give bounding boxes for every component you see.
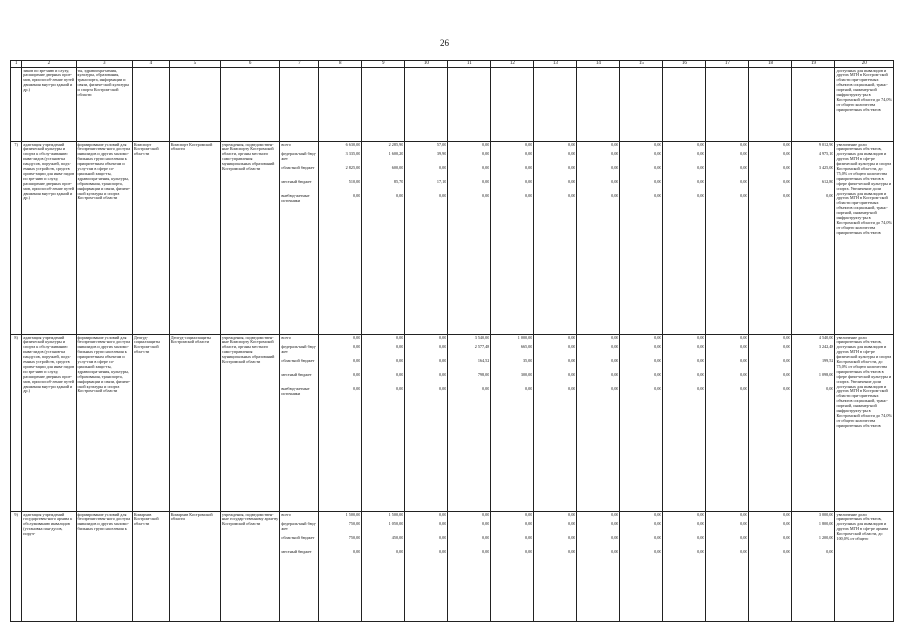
result-cell: увеличение доли приоритетных объ-ектов, доступных для инвалидов и других МГН в сфе-ре физической культуры и спорта Костромской обла-сти, до 75,0% от общего количества приоритетных объ-ектов в сфере физи-ческой культуры и спорта. Увеличение доли доступных для инвалидов и других МГН в Костром-ской области при-оритетных объектов социальной, транс-портной, инженер-ной инфраструкту-ры в Костромской области до 74,0% от общего количества приоритетных объ-ектов bbox=[835, 142, 894, 335]
funding-value: 3 335,00 bbox=[345, 152, 361, 156]
funding-value: 0,00 bbox=[525, 166, 533, 170]
funding-value-cell bbox=[792, 512, 835, 622]
funding-value: 0,00 bbox=[783, 373, 791, 377]
funding-value: 0,00 bbox=[439, 335, 447, 340]
funding-value: 1 800,00 bbox=[818, 522, 834, 526]
funding-value: 164,52 bbox=[477, 359, 490, 363]
funding-value: 17,10 bbox=[436, 180, 447, 184]
funding-value: 4 975,10 bbox=[818, 152, 834, 156]
table-row bbox=[11, 335, 894, 512]
funding-value: 0,00 bbox=[826, 387, 834, 391]
funding-value: 2 577,48 bbox=[474, 345, 490, 349]
funding-value: 0,00 bbox=[740, 335, 748, 340]
funding-value: 0,00 bbox=[611, 512, 619, 517]
funding-value-cell bbox=[706, 68, 749, 142]
goal-cell: формирование условий для беспрепятствен-ного доступа инвалидов и других маломо-бильных групп населения к bbox=[76, 512, 132, 622]
funding-value: 0,00 bbox=[783, 522, 791, 526]
funding-value: 0,00 bbox=[439, 512, 447, 517]
funding-value: 0,00 bbox=[783, 142, 791, 147]
funding-value-cell bbox=[577, 142, 620, 335]
funding-source: внебюд-жетные источники bbox=[281, 194, 310, 203]
funding-value: 0,00 bbox=[611, 180, 619, 184]
funding-value: 0,00 bbox=[654, 536, 662, 540]
funding-value: 0,00 bbox=[826, 194, 834, 198]
funding-value: 0,00 bbox=[783, 387, 791, 391]
funding-value: 600,00 bbox=[391, 166, 404, 170]
funding-value: 0,00 bbox=[439, 550, 447, 554]
program-table bbox=[10, 60, 894, 622]
executor-cell: Комархив Костромской области bbox=[169, 512, 220, 622]
funding-value: 0,00 bbox=[697, 536, 705, 540]
funding-value: 0,00 bbox=[439, 522, 447, 526]
funding-value: 0,00 bbox=[783, 345, 791, 349]
funding-source: всего bbox=[281, 335, 291, 340]
funding-value: 57,00 bbox=[436, 142, 447, 147]
funding-value: 0,00 bbox=[654, 550, 662, 554]
funding-value: 0,00 bbox=[740, 536, 748, 540]
funding-value: 300,00 bbox=[520, 373, 533, 377]
funding-value: 0,00 bbox=[525, 387, 533, 391]
funding-source-cell bbox=[280, 68, 319, 142]
funding-value-cell bbox=[620, 68, 663, 142]
row-number: 7) bbox=[11, 142, 22, 335]
activity-cell: адаптация учреждений физической культуры и спорта к обслу-живанию инва-лидов (установ-ка пандусов, поручней, подъ-емных устройств, средств ориен-тации для инва-лидов по зре-нию и слуху, расширение дверных прое-мов, приспособ-ление путей движения внут-ри зданий и др.) bbox=[22, 335, 76, 512]
responsible-cell: Депгуд-социалзащиты Костром-ской обла-сти bbox=[132, 335, 169, 512]
col-header: 17 bbox=[706, 61, 749, 68]
funding-source: местный бюджет bbox=[281, 373, 312, 377]
funding-source-cell bbox=[280, 512, 319, 622]
funding-value: 0,00 bbox=[740, 166, 748, 170]
funding-value: 0,00 bbox=[654, 512, 662, 517]
executor-cell: Депгуд-социалзащиты Костромской области bbox=[169, 335, 220, 512]
funding-value: 199,52 bbox=[821, 359, 834, 363]
funding-value-cell bbox=[749, 512, 792, 622]
funding-value: 9 012,90 bbox=[818, 142, 834, 147]
funding-value: 0,00 bbox=[740, 512, 748, 517]
funding-value: 0,00 bbox=[654, 522, 662, 526]
table-row bbox=[11, 512, 894, 622]
funding-value-cell bbox=[534, 68, 577, 142]
funding-value: 0,00 bbox=[439, 359, 447, 363]
funding-value: 0,00 bbox=[568, 194, 576, 198]
funding-value: 0,00 bbox=[783, 536, 791, 540]
col-header: 5 bbox=[169, 61, 220, 68]
funding-value-cell bbox=[362, 512, 405, 622]
funding-value: 2 825,00 bbox=[345, 166, 361, 170]
col-header: 2 bbox=[22, 61, 76, 68]
header-row bbox=[11, 61, 894, 68]
table-row bbox=[11, 142, 894, 335]
col-header: 11 bbox=[448, 61, 491, 68]
funding-value: 0,00 bbox=[568, 152, 576, 156]
funding-value: 0,00 bbox=[740, 180, 748, 184]
funding-value: 0,00 bbox=[352, 387, 361, 391]
funding-value: 0,00 bbox=[439, 373, 447, 377]
activity-cell: адаптация учреждений физической культуры и спорта к обслу-живанию инва-лидов (установ-ка пандусов, поручней, подъ-емных устройств, средств ориен-тации для инва-лидов по зре-нию и слуху, расширение дверных прое-мов, приспособ-ление путей движения внут-ри зданий и др.) bbox=[22, 142, 76, 335]
funding-value: 0,00 bbox=[439, 387, 447, 391]
funding-value: 0,00 bbox=[654, 180, 662, 184]
funding-value: 0,00 bbox=[611, 194, 619, 198]
funding-value: 0,00 bbox=[654, 373, 662, 377]
funding-value: 0,00 bbox=[395, 194, 404, 198]
funding-value: 0,00 bbox=[352, 359, 361, 363]
funding-source: федераль-ный бюд-жет bbox=[281, 152, 317, 161]
funding-value-cell bbox=[663, 335, 706, 512]
funding-value-cell bbox=[792, 68, 835, 142]
funding-value-cell bbox=[448, 142, 491, 335]
funding-value: 0,00 bbox=[654, 194, 662, 198]
col-header: 1 bbox=[11, 61, 22, 68]
funding-value: 0,00 bbox=[611, 373, 619, 377]
funding-value: 1 098,00 bbox=[818, 373, 834, 377]
funding-value: 0,00 bbox=[611, 387, 619, 391]
funding-value: 0,00 bbox=[697, 142, 705, 147]
funding-value-cell bbox=[663, 512, 706, 622]
funding-value: 1 600,20 bbox=[388, 152, 404, 156]
col-header: 20 bbox=[835, 61, 894, 68]
funding-value-cell bbox=[663, 142, 706, 335]
funding-value: 0,00 bbox=[611, 345, 619, 349]
funding-value: 0,00 bbox=[697, 180, 705, 184]
participants-cell: учреждения, подведомствен-ные Комспорту Костромской области, органы местного само-управления муниципальных образований Костромской области bbox=[220, 335, 279, 512]
col-header: 16 bbox=[663, 61, 706, 68]
funding-value: 0,00 bbox=[740, 359, 748, 363]
funding-value: 0,00 bbox=[525, 180, 533, 184]
funding-value: 0,00 bbox=[697, 345, 705, 349]
funding-value: 4 540,00 bbox=[818, 335, 834, 340]
funding-value: 0,00 bbox=[439, 536, 447, 540]
funding-value: 0,00 bbox=[654, 359, 662, 363]
funding-value: 0,00 bbox=[783, 550, 791, 554]
funding-value: 0,00 bbox=[482, 152, 490, 156]
funding-value: 0,00 bbox=[395, 550, 404, 554]
goal-cell: формирование условий для беспрепятствен-ного доступа инвалидов и других маломо-бильных групп населения к приоритетным объектам и услу-гам в сфере со-циальной защи-ты, здравоохра-нения, культуры, образования, транспорта, информации и связи, физиче-ской культуры и спорта Костром-ской области bbox=[76, 335, 132, 512]
goal-cell: ты, здравоохра-нения, культуры, образования, транспорта, информации и связи, физиче-ской культуры и спорта Костром-ской области bbox=[76, 68, 132, 142]
funding-value-cell bbox=[749, 335, 792, 512]
funding-value-cell bbox=[706, 512, 749, 622]
participants-cell: учреждения, подведомствен-ные Комспорту Костромской области, органы местного само-управления муниципальных образований Костромской области bbox=[220, 142, 279, 335]
result-cell: доступных для инвалидов и других МГН в Костром-ской области при-оритетных объектов социальной, транс-портной, инженер-ной инфраструкту-ры в Костромской области до 74,0% от общего количества приоритетных объ-ектов bbox=[835, 68, 894, 142]
result-cell: увеличение доли приоритетных объ-ектов, доступных для инвалидов и других МГН в сфе-ре архива Костром-ской области, до 100,0% от общего bbox=[835, 512, 894, 622]
funding-value: 0,00 bbox=[654, 345, 662, 349]
funding-value: 0,00 bbox=[568, 345, 576, 349]
funding-value: 0,00 bbox=[568, 522, 576, 526]
funding-value: 0,00 bbox=[525, 512, 533, 517]
funding-value-cell bbox=[405, 512, 448, 622]
funding-value: 0,00 bbox=[439, 194, 447, 198]
funding-value: 3 000,00 bbox=[818, 512, 834, 517]
col-header: 7 bbox=[280, 61, 319, 68]
funding-value: 0,00 bbox=[568, 550, 576, 554]
funding-value: 0,00 bbox=[439, 166, 447, 170]
funding-value: 0,00 bbox=[740, 373, 748, 377]
funding-value: 0,00 bbox=[395, 359, 404, 363]
funding-value: 1 050,00 bbox=[388, 522, 404, 526]
funding-value: 0,00 bbox=[611, 166, 619, 170]
goal-cell: формирование условий для беспрепятствен-ного доступа инвалидов и других маломо-бильных групп населения к приоритетным объектам и услу-гам в сфере со-циальной защи-ты, здравоохра-нения, культуры, образования, транспорта, информации и связи, физиче-ской культуры и спорта Костром-ской области bbox=[76, 142, 132, 335]
col-header: 14 bbox=[577, 61, 620, 68]
activity-cell: адаптация учреждений государствен-ного архива к обслуживанию инвалидов (установка пан-дусов, поруч- bbox=[22, 512, 76, 622]
funding-value: 0,00 bbox=[482, 166, 490, 170]
funding-value: 0,00 bbox=[482, 522, 490, 526]
col-header: 6 bbox=[220, 61, 279, 68]
row-number bbox=[11, 68, 22, 142]
funding-value: 0,00 bbox=[611, 550, 619, 554]
funding-value: 0,00 bbox=[697, 512, 705, 517]
funding-value: 1 500,00 bbox=[345, 512, 361, 517]
responsible-cell bbox=[132, 68, 169, 142]
funding-value-cell bbox=[319, 512, 362, 622]
funding-value: 0,00 bbox=[482, 142, 490, 147]
funding-value: 0,00 bbox=[697, 152, 705, 156]
funding-value: 450,00 bbox=[391, 536, 404, 540]
funding-value: 0,00 bbox=[568, 387, 576, 391]
funding-value: 0,00 bbox=[568, 166, 576, 170]
funding-value: 0,00 bbox=[352, 194, 361, 198]
funding-value-cell bbox=[663, 68, 706, 142]
funding-value-cell bbox=[792, 335, 835, 512]
funding-source: внебюд-жетные источники bbox=[281, 387, 310, 396]
funding-source: местный бюджет bbox=[281, 550, 312, 554]
funding-value-cell bbox=[577, 68, 620, 142]
funding-value: 0,00 bbox=[439, 345, 447, 349]
funding-value-cell bbox=[706, 142, 749, 335]
funding-value-cell bbox=[706, 335, 749, 512]
funding-value-cell bbox=[362, 142, 405, 335]
col-header: 18 bbox=[749, 61, 792, 68]
funding-value: 0,00 bbox=[740, 345, 748, 349]
funding-value-cell bbox=[620, 335, 663, 512]
funding-value: 3 425,00 bbox=[818, 166, 834, 170]
funding-value: 0,00 bbox=[740, 522, 748, 526]
funding-value-cell bbox=[448, 68, 491, 142]
funding-value: 0,00 bbox=[611, 152, 619, 156]
funding-value: 0,00 bbox=[697, 335, 705, 340]
funding-value-cell bbox=[491, 142, 534, 335]
funding-value-cell bbox=[405, 142, 448, 335]
funding-value: 0,00 bbox=[525, 550, 533, 554]
funding-value: 3 540,00 bbox=[474, 335, 490, 340]
funding-value-cell bbox=[319, 335, 362, 512]
funding-value: 0,00 bbox=[697, 387, 705, 391]
funding-value-cell bbox=[577, 335, 620, 512]
responsible-cell: Комархив Костром-ской обла-сти bbox=[132, 512, 169, 622]
funding-value: 0,00 bbox=[740, 142, 748, 147]
funding-value: 0,00 bbox=[697, 550, 705, 554]
funding-value-cell bbox=[620, 512, 663, 622]
funding-value: 0,00 bbox=[352, 373, 361, 377]
funding-value: 0,00 bbox=[697, 166, 705, 170]
funding-value: 0,00 bbox=[482, 550, 490, 554]
funding-source-cell bbox=[280, 335, 319, 512]
funding-value: 0,00 bbox=[740, 550, 748, 554]
funding-value: 0,00 bbox=[826, 550, 834, 554]
page-number: 26 bbox=[440, 38, 449, 48]
funding-value: 39,90 bbox=[436, 152, 447, 156]
funding-value: 750,00 bbox=[348, 536, 361, 540]
participants-cell bbox=[220, 68, 279, 142]
funding-value: 0,00 bbox=[568, 335, 576, 340]
col-header: 4 bbox=[132, 61, 169, 68]
row-number: 8) bbox=[11, 335, 22, 512]
funding-value: 0,00 bbox=[482, 387, 490, 391]
table-body bbox=[11, 68, 894, 622]
funding-value: 0,00 bbox=[568, 512, 576, 517]
funding-value: 0,00 bbox=[352, 335, 361, 340]
funding-value-cell bbox=[534, 142, 577, 335]
funding-value: 0,00 bbox=[482, 180, 490, 184]
funding-value: 0,00 bbox=[740, 152, 748, 156]
funding-value: 0,00 bbox=[611, 536, 619, 540]
funding-source: областной бюджет bbox=[281, 359, 315, 363]
funding-value: 0,00 bbox=[654, 166, 662, 170]
funding-value: 0,00 bbox=[611, 335, 619, 340]
funding-value: 0,00 bbox=[783, 335, 791, 340]
funding-value-cell bbox=[577, 512, 620, 622]
funding-value-cell bbox=[749, 68, 792, 142]
col-header: 10 bbox=[405, 61, 448, 68]
funding-value: 0,00 bbox=[611, 522, 619, 526]
funding-value: 0,00 bbox=[783, 152, 791, 156]
executor-cell: Комспорт Костромской области bbox=[169, 142, 220, 335]
funding-value: 0,00 bbox=[525, 152, 533, 156]
col-header: 19 bbox=[792, 61, 835, 68]
funding-source: всего bbox=[281, 142, 291, 147]
funding-value: 665,00 bbox=[520, 345, 533, 349]
col-header: 8 bbox=[319, 61, 362, 68]
participants-cell: учреждения, подведомствен-ные государ-ственному архи-ву Костромской области bbox=[220, 512, 279, 622]
funding-value: 0,00 bbox=[740, 387, 748, 391]
funding-value: 0,00 bbox=[525, 194, 533, 198]
funding-value: 0,00 bbox=[697, 194, 705, 198]
col-header: 9 bbox=[362, 61, 405, 68]
col-header: 13 bbox=[534, 61, 577, 68]
funding-value: 0,00 bbox=[568, 142, 576, 147]
funding-value: 0,00 bbox=[395, 345, 404, 349]
funding-value-cell bbox=[405, 68, 448, 142]
funding-value-cell bbox=[362, 68, 405, 142]
funding-value-cell bbox=[448, 512, 491, 622]
funding-source: федераль-ный бюд-жет bbox=[281, 522, 317, 531]
funding-value-cell bbox=[792, 142, 835, 335]
funding-value: 0,00 bbox=[568, 180, 576, 184]
funding-value: 0,00 bbox=[783, 180, 791, 184]
funding-value: 35,00 bbox=[522, 359, 533, 363]
funding-value: 0,00 bbox=[783, 166, 791, 170]
funding-value-cell bbox=[319, 142, 362, 335]
funding-value: 0,00 bbox=[697, 522, 705, 526]
funding-value: 0,00 bbox=[783, 359, 791, 363]
funding-value: 1 000,00 bbox=[517, 335, 533, 340]
funding-value: 0,00 bbox=[482, 512, 490, 517]
funding-value: 0,00 bbox=[740, 194, 748, 198]
funding-value-cell bbox=[534, 335, 577, 512]
funding-value: 0,00 bbox=[482, 194, 490, 198]
funding-value: 0,00 bbox=[568, 536, 576, 540]
funding-value: 0,00 bbox=[654, 387, 662, 391]
funding-value-cell bbox=[491, 68, 534, 142]
funding-value: 0,00 bbox=[783, 512, 791, 517]
result-cell: увеличение доли приоритетных объ-ектов, доступных для инвалидов и других МГН в сфе-ре физической культуры и спорта Костромской обла-сти, до 75,0% от общего количества приоритетных объ-ектов в сфере физи-ческой культуры и спорта. Увеличение доли доступных для инвалидов и других МГН в Костром-ской области при-оритетных объектов социальной, транс-портной, инженер-ной инфраструкту-ры в Костромской области до 74,0% от общего количества приоритетных объ-ектов bbox=[835, 335, 894, 512]
funding-value-cell bbox=[491, 335, 534, 512]
col-header: 15 bbox=[620, 61, 663, 68]
col-header: 3 bbox=[76, 61, 132, 68]
funding-value: 0,00 bbox=[611, 142, 619, 147]
funding-value: 0,00 bbox=[352, 345, 361, 349]
activity-cell: зиков по зре-нию и слуху, расширение дверных прое-мов, приспособ-ление путей движения внут-ри зданий и др.) bbox=[22, 68, 76, 142]
funding-source-cell bbox=[280, 142, 319, 335]
funding-value: 0,00 bbox=[525, 522, 533, 526]
funding-value-cell bbox=[405, 335, 448, 512]
funding-value: 0,00 bbox=[525, 142, 533, 147]
funding-source: федераль-ный бюд-жет bbox=[281, 345, 317, 354]
funding-source: всего bbox=[281, 512, 291, 517]
funding-value: 750,00 bbox=[348, 522, 361, 526]
table-row bbox=[11, 68, 894, 142]
funding-value: 0,00 bbox=[654, 335, 662, 340]
funding-value: 0,00 bbox=[654, 152, 662, 156]
funding-value-cell bbox=[749, 142, 792, 335]
funding-value: 0,00 bbox=[525, 536, 533, 540]
funding-value-cell bbox=[491, 512, 534, 622]
funding-value: 798,00 bbox=[477, 373, 490, 377]
funding-value-cell bbox=[620, 142, 663, 335]
funding-value: 510,00 bbox=[348, 180, 361, 184]
funding-source: областной бюджет bbox=[281, 166, 315, 170]
funding-value: 0,00 bbox=[697, 373, 705, 377]
funding-value-cell bbox=[319, 68, 362, 142]
funding-value: 0,00 bbox=[395, 387, 404, 391]
funding-value: 2 285,90 bbox=[388, 142, 404, 147]
funding-value: 0,00 bbox=[611, 359, 619, 363]
funding-value: 0,00 bbox=[654, 142, 662, 147]
funding-value-cell bbox=[362, 335, 405, 512]
funding-value: 0,00 bbox=[395, 373, 404, 377]
executor-cell bbox=[169, 68, 220, 142]
funding-value: 0,00 bbox=[352, 550, 361, 554]
funding-value: 3 242,48 bbox=[818, 345, 834, 349]
funding-source: областной бюджет bbox=[281, 536, 315, 540]
funding-value: 6 630,00 bbox=[345, 142, 361, 147]
funding-value: 1 500,00 bbox=[388, 512, 404, 517]
funding-value: 0,00 bbox=[568, 373, 576, 377]
funding-value: 0,00 bbox=[568, 359, 576, 363]
funding-value: 85,70 bbox=[393, 180, 404, 184]
funding-value: 1 200,00 bbox=[818, 536, 834, 540]
funding-value: 612,80 bbox=[821, 180, 834, 184]
responsible-cell: Комспорт Костром-ской обла-сти bbox=[132, 142, 169, 335]
funding-value: 0,00 bbox=[783, 194, 791, 198]
funding-value: 0,00 bbox=[697, 359, 705, 363]
funding-value-cell bbox=[448, 335, 491, 512]
row-number: 9) bbox=[11, 512, 22, 622]
funding-value: 0,00 bbox=[482, 536, 490, 540]
funding-value: 0,00 bbox=[395, 335, 404, 340]
funding-source: местный бюджет bbox=[281, 180, 312, 184]
col-header: 12 bbox=[491, 61, 534, 68]
funding-value-cell bbox=[534, 512, 577, 622]
